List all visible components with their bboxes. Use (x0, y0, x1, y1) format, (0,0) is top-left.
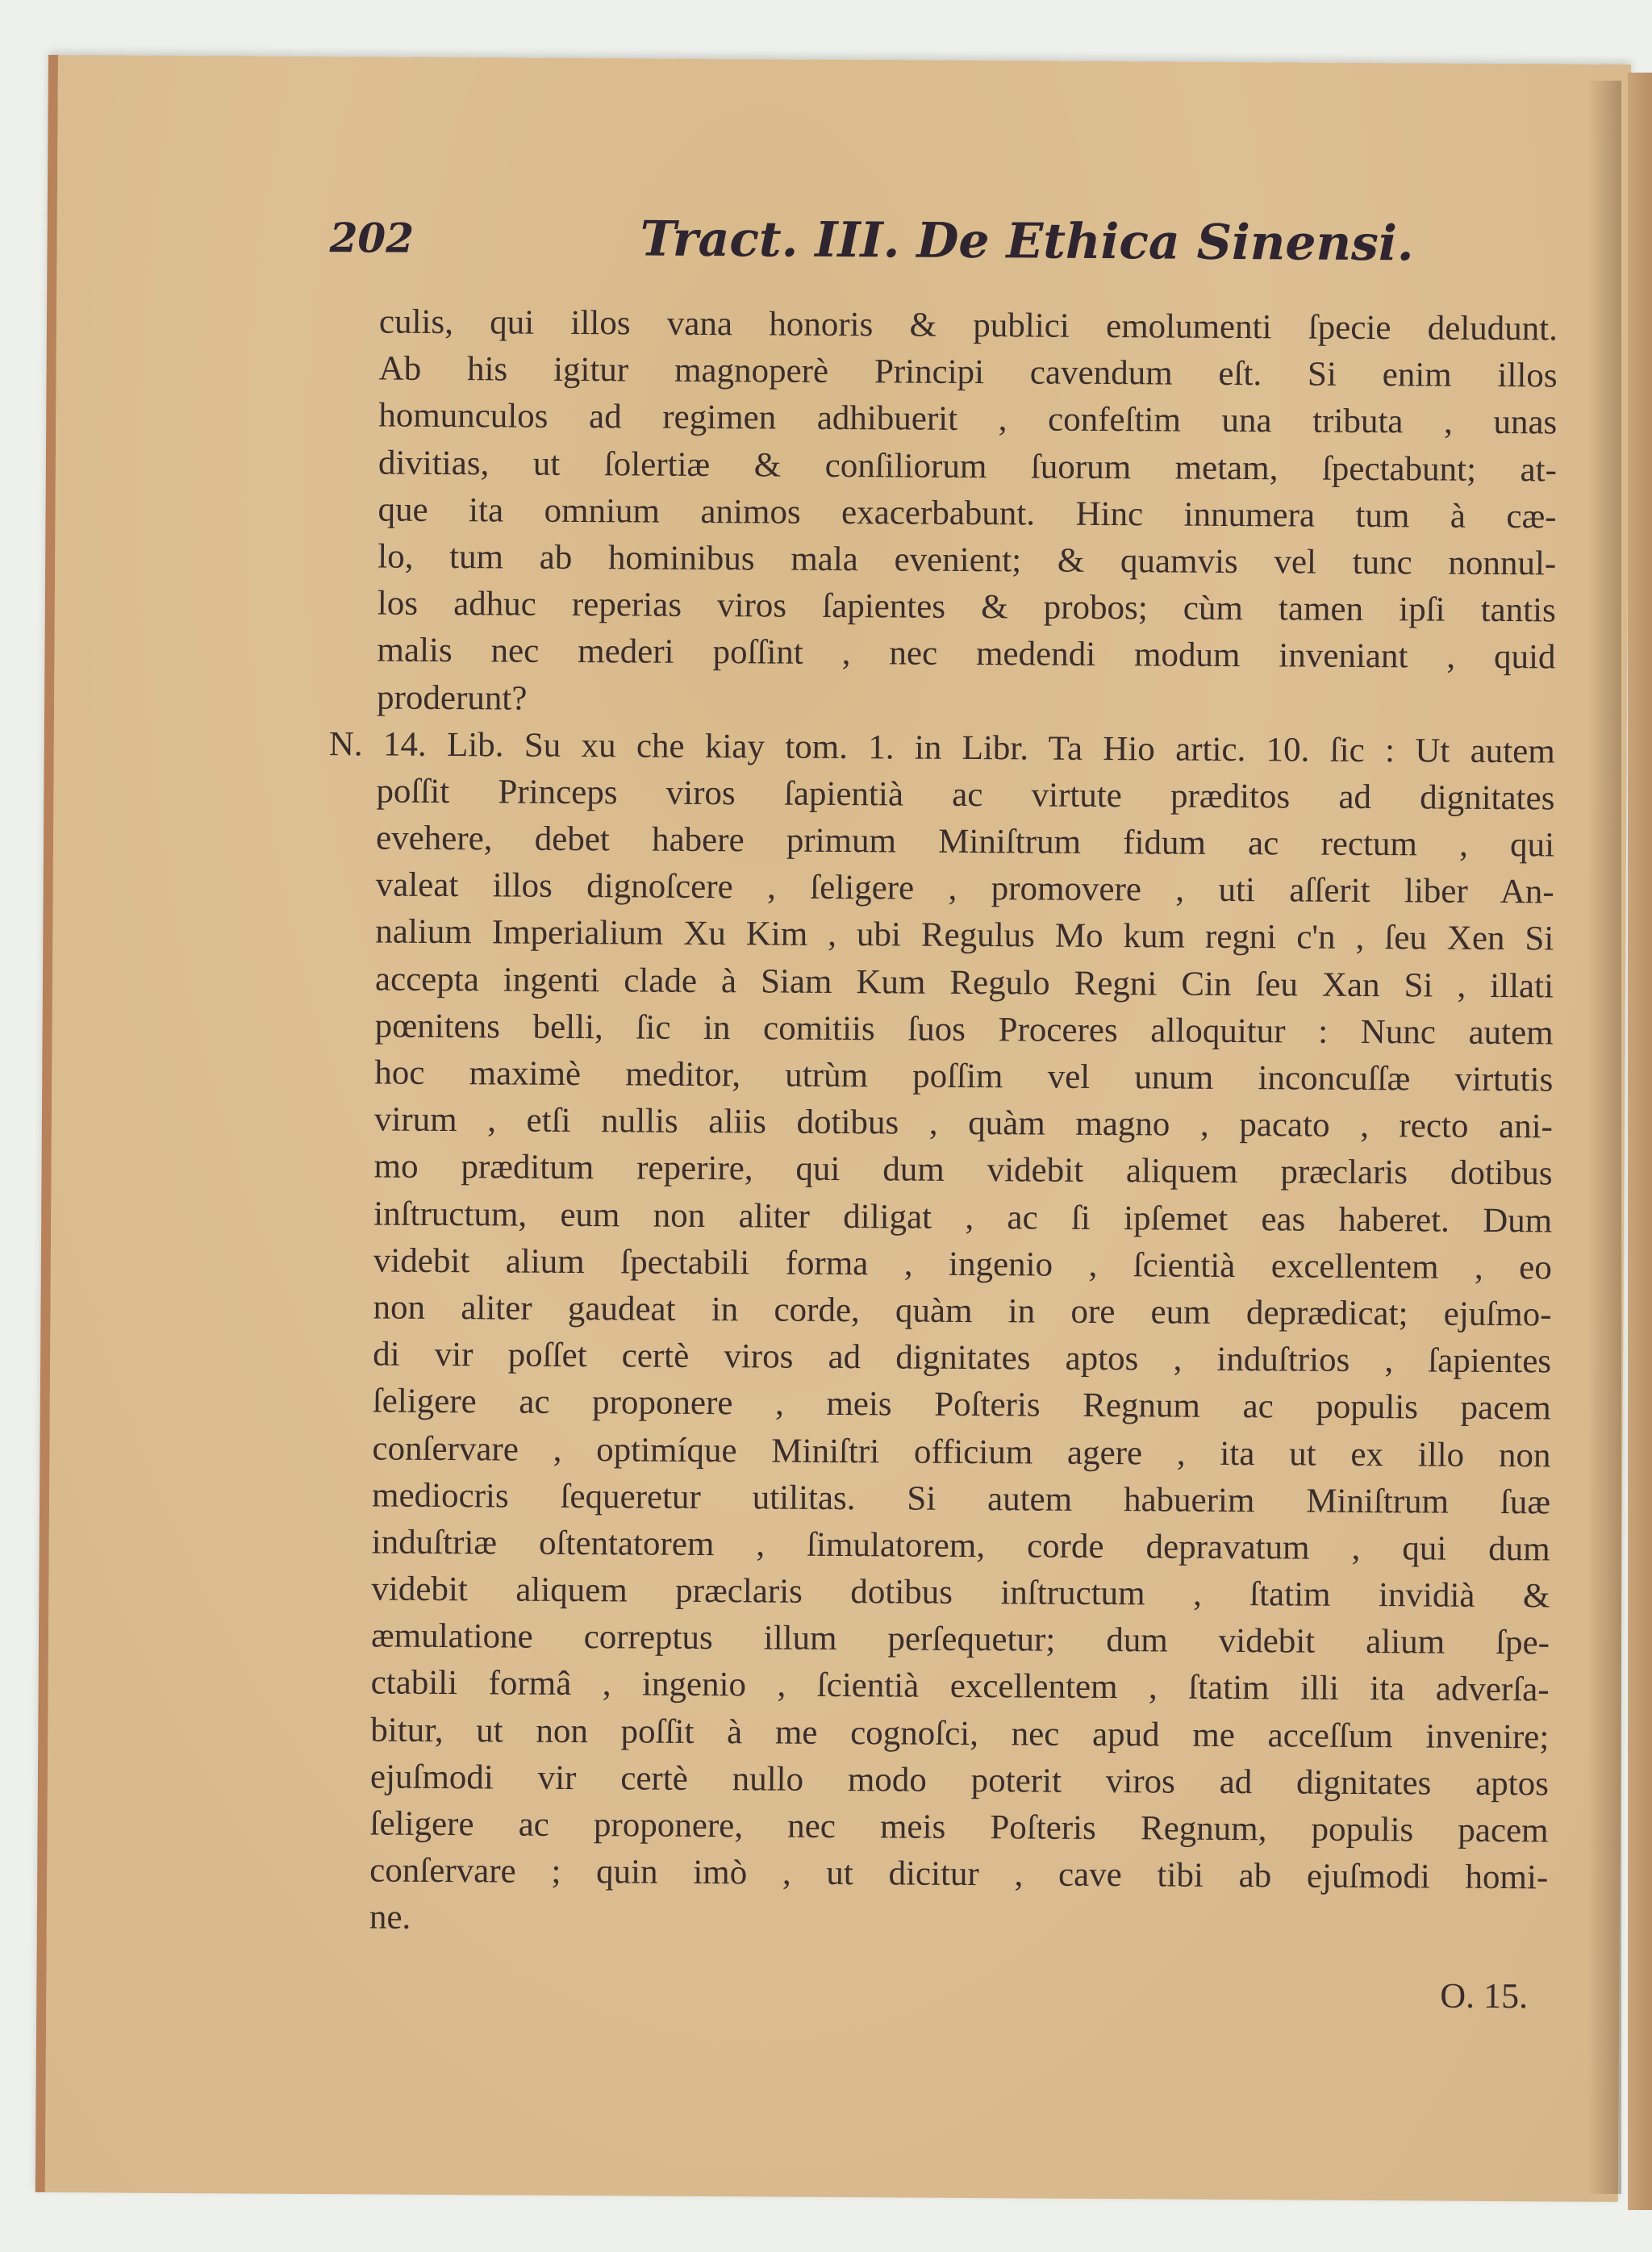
text-line: los adhuc reperias viros ſapientes & probos; cùm tamen ipſi tantis (377, 584, 1556, 630)
text-line: poſſit Princeps viros ſapientià ac virtute præditos ad dignitates (376, 772, 1555, 818)
text-line: hoc maximè meditor, utrùm poſſim vel unum inconcuſſæ virtutis (374, 1053, 1554, 1099)
text-line: mediocris ſequeretur utilitas. Si autem habuerim Miniſtrum ſuæ (371, 1476, 1551, 1522)
text-line: valeat illos dignoſcere , ſeligere , promovere , uti aſſerit liber An- (375, 865, 1554, 911)
text-line: videbit alium ſpectabili forma , ingenio , ſcientià excellentem , eo (373, 1241, 1552, 1287)
text-line: pœnitens belli, ſic in comitiis ſuos Proceres alloquitur : Nunc autem (374, 1007, 1554, 1053)
text-line: di vir poſſet certè viros ad dignitates aptos , induſtrios , ſapientes (373, 1335, 1552, 1381)
catchword: O. 15. (1440, 1975, 1529, 2016)
text-line: conſervare ; quin imò , ut dicitur , cave tibi ab ejuſmodi homi- (369, 1851, 1549, 1897)
text-line: videbit aliquem præclaris dotibus inſtructum , ſtatim invidià & (371, 1570, 1550, 1616)
text-line: nalium Imperialium Xu Kim , ubi Regulus Mo kum regni c'n , ſeu Xen Si (375, 912, 1554, 958)
text-line: malis nec mederi poſſint , nec medendi modum inveniant , quid (377, 631, 1556, 677)
text-line: ejuſmodi vir certè nullo modo poterit viros ad dignitates aptos (369, 1758, 1550, 1804)
text-line: non aliter gaudeat in corde, quàm in ore eum deprædicat; ejuſmo- (373, 1288, 1552, 1334)
gutter-shadow (1587, 81, 1621, 2194)
text-line: virum , etſi nullis aliis dotibus , quàm magno , pacato , recto ani- (373, 1100, 1554, 1146)
text-line: conſervare , optimíque Miniſtri officium agere , ita ut ex illo non (372, 1428, 1551, 1474)
text-line: evehere, debet habere primum Miniſtrum fidum ac rectum , qui (375, 819, 1555, 865)
text-line: ſeligere ac proponere, nec meis Poſteris Regnum, populis pacem (369, 1804, 1549, 1850)
text-line: ſeligere ac proponere , meis Poſteris Regnum ac populis pacem (372, 1382, 1551, 1428)
text-line: proderunt? (376, 678, 528, 718)
text-line: ne. (369, 1898, 411, 1937)
text-line: bitur, ut non poſſit à me cognoſci, nec apud me acceſſum invenire; (370, 1711, 1550, 1757)
text-line: lo, tum ab hominibus mala evenient; & quamvis vel tunc nonnul- (378, 537, 1557, 583)
body-text (322, 298, 1558, 1949)
text-line: que ita omnium animos exacerbabunt. Hinc innumera tum à cæ- (378, 490, 1557, 536)
book-page (35, 55, 1631, 2202)
text-line: inſtructum, eum non aliter diligat , ac ſi ipſemet eas haberet. Dum (373, 1195, 1553, 1240)
page-number: 202 (329, 214, 415, 262)
text-line: accepta ingenti clade à Siam Kum Regulo Regni Cin ſeu Xan Si , illati (374, 960, 1554, 1006)
text-line: divitias, ut ſolertiæ & conſiliorum ſuorum metam, ſpectabunt; at- (378, 444, 1558, 489)
text-line: induſtriæ oſtentatorem , ſimulatorem, corde depravatum , qui dum (371, 1523, 1550, 1569)
text-line: æmulatione correptus illum perſequetur; dum videbit alium ſpe- (370, 1616, 1550, 1662)
page-header (329, 211, 1563, 277)
text-line: N. 14. Lib. Su xu che kiay tom. 1. in Libr. Ta Hio artic. 10. ſic : Ut autem (328, 724, 1555, 771)
text-line: culis, qui illos vana honoris & publici emolumenti ſpecie deludunt. (378, 302, 1558, 348)
text-line: mo præditum reperire, qui dum videbit aliquem præclaris dotibus (373, 1147, 1553, 1193)
facing-page-edge (1628, 73, 1652, 2210)
text-line: ctabili formâ , ingenio , ſcientià excellentem , ſtatim illi ita adverſa- (370, 1663, 1550, 1709)
text-line: homunculos ad regimen adhibuerit , confeſtim una tributa , unas (378, 396, 1558, 442)
running-head: Tract. III. De Ethica Sinensi. (640, 211, 1414, 273)
text-line: Ab his igitur magnoperè Principi cavendum eſt. Si enim illos (378, 349, 1558, 395)
